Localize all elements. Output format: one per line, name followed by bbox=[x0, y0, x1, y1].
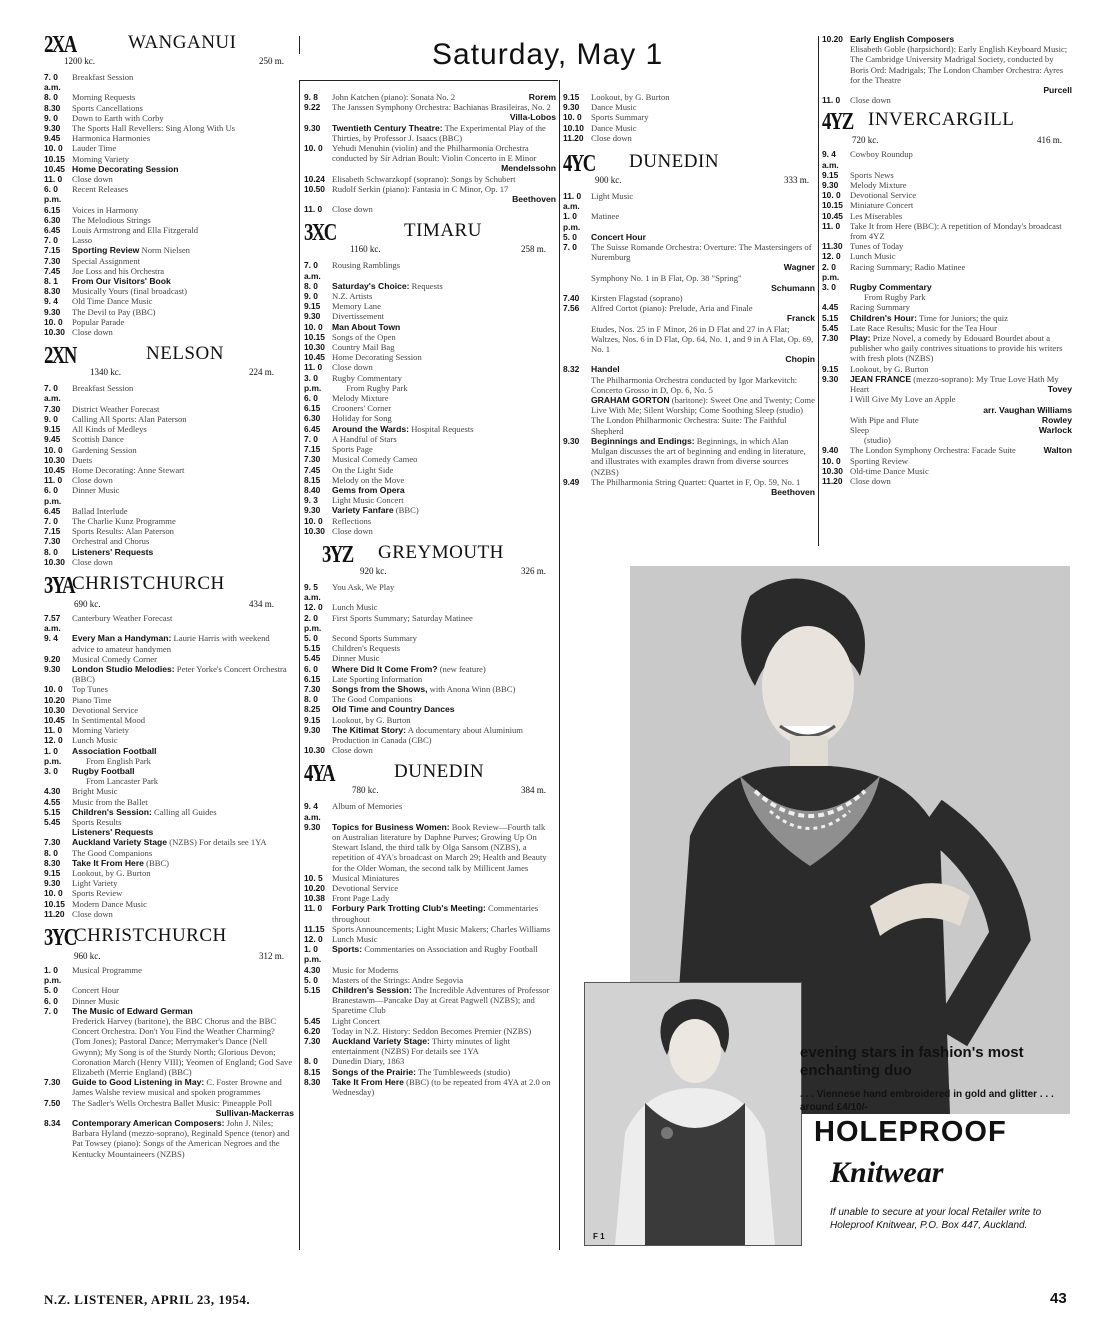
programme-entry: 1. 0 p.m. Musical Programme bbox=[44, 965, 142, 986]
programme-entry: 9.45 Harmonica Harmonies bbox=[44, 133, 151, 144]
programme-entry: 4.45 Racing Summary bbox=[822, 302, 910, 313]
station-header-3yz bbox=[304, 541, 556, 578]
station-wavelength: 384 m. bbox=[520, 785, 546, 796]
programme-entry: 9. 4 Every Man a Handyman: Laurie Harris with weekend advice to amateur handymen bbox=[44, 633, 270, 654]
station-frequency: 960 kc. bbox=[74, 951, 101, 962]
programme-entry: 8.30 Sports Cancellations bbox=[44, 102, 143, 113]
station-code: 3YC bbox=[44, 925, 76, 952]
programme-entry: 10. 0 Top Tunes bbox=[44, 684, 108, 695]
programme-entry: 12. 0 Lunch Music bbox=[822, 251, 896, 262]
page-number: 43 bbox=[1050, 1290, 1067, 1307]
column-b bbox=[304, 92, 556, 1097]
programme-entry: 8. 1 From Our Visitors' Book bbox=[44, 276, 171, 287]
programme-entry: 7.30 Orchestral and Chorus bbox=[44, 536, 150, 547]
programme-entry: 10.30 Country Mail Bag bbox=[304, 342, 395, 353]
programme-entry: 11. 0 Close down bbox=[822, 95, 891, 106]
station-city: NELSON bbox=[146, 343, 224, 365]
column-rule bbox=[559, 80, 560, 1250]
ad-tagline: evening stars in fashion's most enchanting duo bbox=[800, 1044, 1024, 1079]
programme-entry: 5.15 Children's Session: Calling all Guides bbox=[44, 806, 217, 817]
station-header-3xc bbox=[304, 220, 556, 256]
station-code: 3XC bbox=[304, 220, 336, 247]
station-code: 2XN bbox=[44, 343, 76, 370]
programme-entry: 11.20 Close down bbox=[44, 908, 113, 919]
page-title: Saturday, May 1 bbox=[432, 38, 664, 71]
programme-entry: 5. 0 Concert Hour bbox=[563, 231, 646, 242]
programme-entry: 7. 0 The Charlie Kunz Programme bbox=[44, 515, 176, 526]
programme-entry: 6. 0 Melody Mixture bbox=[304, 393, 389, 404]
programme-entry: 6.45 Louis Armstrong and Ella Fitzgerald bbox=[44, 225, 199, 236]
programme-entry: 9.30 Light Variety bbox=[44, 878, 118, 889]
station-code: 3YZ bbox=[322, 541, 353, 568]
programme-entry: 11. 0 Close down bbox=[44, 174, 113, 185]
station-header-4yz bbox=[822, 109, 1072, 146]
programme-entry: 9.40 The London Symphony Orchestra: Facade Suite Walton bbox=[822, 445, 1072, 456]
programme-entry: 10.45 Home Decorating Session bbox=[44, 163, 179, 174]
programme-entry: 9.15 All Kinds of Medleys bbox=[44, 424, 147, 435]
station-header-2xa bbox=[44, 32, 294, 68]
column-d bbox=[822, 34, 1072, 486]
programme-entry: 11. 0 Morning Variety bbox=[44, 725, 129, 736]
programme-entry: 2. 0 p.m. First Sports Summary; Saturday Matinee bbox=[304, 612, 473, 633]
programme-entry: 8. 0 Listeners' Requests bbox=[44, 546, 154, 557]
programme-entry: 10.10 Dance Music bbox=[563, 122, 637, 133]
programme-entry: 9. 8 John Katchen (piano): Sonata No. 2 Rorem bbox=[304, 92, 556, 102]
programme-entry: 7. 0 A Handful of Stars bbox=[304, 433, 397, 444]
programme-entry: 7.30 Auckland Variety Stage: Thirty minutes of light entertainment (NZBS) For details see 1YA bbox=[304, 1036, 510, 1057]
brand-name: HOLEPROOF bbox=[814, 1116, 1007, 1148]
programme-entry: 10. 0 Sports Review bbox=[44, 888, 123, 899]
programme-entry: 11.15 Sports Announcements; Light Music Makers; Charles Williams bbox=[304, 923, 551, 934]
holeproof-advertisement bbox=[593, 566, 1070, 1256]
brand-product-line: Knitwear bbox=[830, 1156, 944, 1189]
programme-entry: 11.30 Tunes of Today bbox=[822, 241, 904, 252]
programme-entry: 7.30 Auckland Variety Stage (NZBS) For details see 1YA bbox=[44, 837, 267, 848]
programme-entry: 6.30 The Melodious Strings bbox=[44, 214, 151, 225]
programme-entry: 5.15 Children's Session: The Incredible Adventures of Professor Branestawm—Pancake Day at Great Pagwell (NZBS); and Sparetime Club bbox=[304, 985, 550, 1016]
station-frequency: 690 kc. bbox=[74, 598, 101, 609]
programme-entry: 3. 0 Rugby Football From Lancaster Park bbox=[44, 765, 159, 787]
photo-mark: F 1 bbox=[593, 1232, 605, 1241]
programme-entry: 9.30 Variety Fanfare (BBC) bbox=[304, 505, 419, 516]
programme-entry: 6.15 Voices in Harmony bbox=[44, 204, 139, 215]
station-header-4ya bbox=[304, 761, 556, 797]
station-frequency: 720 kc. bbox=[852, 135, 879, 146]
station-frequency: 1160 kc. bbox=[350, 244, 381, 255]
programme-entry: 10. 0 Yehudi Menuhin (violin) and the Philharmonia Orchestra conducted by Sir Adrian Boult: Violin Concerto in E Minor Mendelssohn bbox=[304, 143, 556, 174]
programme-entry: 5.45 Dinner Music bbox=[304, 653, 380, 664]
programme-entry: 8.34 Contemporary American Composers: John J. Niles; Barbara Hyland (mezzo-soprano), Reginald Spence (tenor) and Pat Towsey (piano): Songs of the American Negroes and the Kentucky Mountaineers (NZBS) bbox=[44, 1118, 290, 1159]
station-wavelength: 250 m. bbox=[258, 56, 284, 66]
programme-entry: 6.15 Late Sporting Information bbox=[304, 673, 423, 684]
programme-entry: 6. 0 Where Did It Come From? (new feature) bbox=[304, 663, 486, 674]
station-header-4yc bbox=[563, 151, 815, 187]
programme-entry: 8. 0 Saturday's Choice: Requests bbox=[304, 280, 443, 291]
programme-entry: 9.30 London Studio Melodies: Peter Yorke's Concert Orchestra (BBC) bbox=[44, 663, 287, 685]
programme-entry: 7.30 Play: Prize Novel, a comedy by Edouard Bourdet about a publisher who gaily contrives situations to provide his writers with fresh plots (NZBS) bbox=[822, 333, 1063, 364]
programme-entry: 10. 5 Musical Miniatures bbox=[304, 872, 400, 883]
programme-entry: 4.30 Bright Music bbox=[44, 786, 118, 797]
programme-entry: 10. 0 Man About Town bbox=[304, 321, 401, 332]
programme-entry: 9.30 The Sports Hall Revellers: Sing Along With Us bbox=[44, 123, 236, 134]
programme-entry: 9.30 JEAN FRANCE (mezzo-soprano): My True Love Hath My Heart Tovey I Will Give My Love an Apple arr. Vaughan Williams With Pipe and Flute Rowley Sleep Warlock (studio) bbox=[822, 373, 1072, 446]
column-rule bbox=[299, 80, 300, 1250]
programme-entry: 6.45 Around the Wards: Hospital Requests bbox=[304, 423, 474, 434]
station-city: TIMARU bbox=[404, 220, 482, 242]
station-wavelength: 224 m. bbox=[248, 367, 274, 378]
programme-entry: 10. 0 Sporting Review bbox=[822, 455, 909, 466]
programme-entry: 10.45 Home Decorating: Anne Stewart bbox=[44, 464, 185, 475]
station-wavelength: 416 m. bbox=[1036, 135, 1062, 146]
station-city: GREYMOUTH bbox=[378, 541, 504, 563]
station-header-3ya bbox=[44, 572, 294, 609]
programme-entry: 1. 0 p.m. Association Football From English Park bbox=[44, 745, 157, 766]
programme-entry: 7.15 Sporting Review Norm Nielsen bbox=[44, 245, 190, 256]
programme-entry: 9. 4 a.m. Cowboy Roundup bbox=[822, 149, 913, 170]
programme-entry: 9.49 The Philharmonia String Quartet: Quartet in F, Op. 59, No. 1 Beethoven bbox=[563, 476, 815, 497]
programme-entry: 5.45 Late Race Results; Music for the Tea Hour bbox=[822, 322, 997, 333]
programme-entry: 9.30 The Kitimat Story: A documentary about Aluminium Production in Canada (CBC) bbox=[304, 724, 523, 745]
programme-entry: 7.30 Special Assignment bbox=[44, 255, 141, 266]
programme-entry: 1. 0 p.m. Sports: Commentaries on Association and Rugby Football bbox=[304, 944, 538, 965]
programme-entry: Listeners' Requests bbox=[72, 827, 154, 838]
programme-entry: 6.15 Crooners' Corner bbox=[304, 403, 392, 414]
programme-entry: 9. 3 Light Music Concert bbox=[304, 495, 404, 506]
station-code: 3YA bbox=[44, 572, 75, 599]
station-header-3yc bbox=[44, 925, 294, 962]
programme-entry: 9.15 Lookout, by G. Burton bbox=[44, 868, 151, 879]
programme-entry: 7. 0 a.m. Breakfast Session bbox=[44, 383, 134, 404]
programme-entry: 7.30 Musical Comedy Cameo bbox=[304, 454, 418, 465]
programme-entry: 9. 0 Calling All Sports: Alan Paterson bbox=[44, 413, 187, 424]
programme-entry: 7. 0 The Music of Edward German Frederick Harvey (baritone), the BBC Chorus and the BBC Concert Orchestra. Don't You Find the Weather Charming? (Tom Jones); Pastoral Dance; Merrymaker's Dance (Nell Gwynn); My Song is of the Sturdy North; Glorious Devon; Coronation March (Henry VIII); Yeomen of England; God Save Elizabeth (Merrie England) (BBC) bbox=[44, 1005, 293, 1078]
station-frequency: 900 kc. bbox=[595, 175, 622, 186]
programme-entry: 6. 0 Dinner Music bbox=[44, 995, 120, 1006]
station-code: 2XA bbox=[44, 32, 76, 58]
programme-entry: 10.38 Front Page Lady bbox=[304, 893, 390, 904]
station-frequency: 1340 kc. bbox=[90, 367, 121, 378]
programme-entry: 7.15 Sports Page bbox=[304, 444, 373, 455]
programme-entry: 11.20 Close down bbox=[563, 132, 632, 143]
station-city: INVERCARGILL bbox=[868, 109, 1015, 131]
programme-entry: 10.50 Rudolf Serkin (piano): Fantasia in C Minor, Op. 17 Beethoven bbox=[304, 183, 556, 205]
station-code: 4YC bbox=[563, 151, 595, 178]
programme-entry: 10.20 Early English Composers Elisabeth Goble (harpsichord): Early English Keyboard Music; The Cambridge University Madrigal Society, conducted by Boris Ord: Madrigals; The London Chamber Orchestra: Ayres for the Theatre Purcell bbox=[822, 34, 1072, 96]
programme-entry: 10.45 Home Decorating Session bbox=[304, 352, 422, 363]
programme-entry: 6.45 Ballad Interlude bbox=[44, 505, 128, 516]
programme-entry: 7.56 Alfred Cortot (piano): Prelude, Aria and Finale Franck Etudes, Nos. 25 in F Minor, 26 in D Flat and 27 in A Flat; Waltzes, Nos. 6 in D Flat, Op. 64, No. 1, and 9 in A Flat, Op. 69, No. 1 Chopin bbox=[563, 303, 815, 365]
programme-entry: 10. 0 Gardening Session bbox=[44, 444, 137, 455]
programme-entry: 8. 0 Dunedin Diary, 1863 bbox=[304, 1056, 405, 1067]
programme-entry: 10.20 Piano Time bbox=[44, 694, 112, 705]
programme-entry: 10.30 Close down bbox=[304, 745, 373, 756]
programme-entry: 5. 0 Second Sports Summary bbox=[304, 632, 417, 643]
station-city: DUNEDIN bbox=[629, 151, 720, 173]
programme-entry: 9.30 Twentieth Century Theatre: The Experimental Play of the Thirties, by Professor J. Isaacs (BBC) bbox=[304, 122, 546, 143]
programme-entry: 5.15 Children's Requests bbox=[304, 643, 401, 654]
programme-entry: 5.45 Sports Results bbox=[44, 817, 122, 827]
programme-entry: 10.20 Devotional Service bbox=[304, 883, 399, 893]
programme-entry: 10. 0 Sports Summary bbox=[563, 112, 649, 123]
programme-entry: 9.30 Topics for Business Women: Book Review—Fourth talk on Australian literature by Daphne Purves; Growing Up On Stewart Island, the third talk by Olga Sansom (NZBS), a repetition of 4YA's broadcast on March 29; Health and Beauty for the Older Woman, the second talk by Millicent James bbox=[304, 821, 547, 873]
programme-entry: 10. 0 Devotional Service bbox=[822, 190, 917, 201]
programme-entry: 11. 0 Take It from Here (BBC): A repetition of Monday's broadcast from 4YZ bbox=[822, 220, 1062, 242]
programme-entry: 3. 0 Rugby Commentary From Rugby Park bbox=[822, 282, 932, 303]
programme-entry: 10.15 Miniature Concert bbox=[822, 200, 914, 211]
programme-entry: 7.50 The Sadler's Wells Orchestra Ballet Music: Pineapple Poll Sullivan-Mackerras bbox=[44, 1097, 294, 1118]
programme-entry: 7.30 Guide to Good Listening in May: C. Foster Browne and James Walshe review musical and spoken programmes bbox=[44, 1077, 282, 1098]
programme-entry: 7.30 Songs from the Shows, with Anona Winn (BBC) bbox=[304, 683, 516, 694]
programme-entry: 8.30 Take It From Here (BBC) (to be repeated from 4YA at 2.0 on Wednesday) bbox=[304, 1076, 551, 1098]
programme-entry: 5.45 Light Concert bbox=[304, 1015, 380, 1026]
programme-entry: 7.57 a.m. Canterbury Weather Forecast bbox=[44, 612, 173, 634]
station-city: CHRISTCHURCH bbox=[72, 572, 225, 594]
programme-entry: 6. 0 p.m. Dinner Music bbox=[44, 485, 120, 506]
station-wavelength: 312 m. bbox=[258, 951, 284, 962]
programme-entry: 6.20 Today in N.Z. History: Seddon Becomes Premier (NZBS) bbox=[304, 1025, 532, 1036]
column-a bbox=[44, 34, 294, 1159]
column-c bbox=[563, 92, 815, 497]
programme-entry: 10.30 Devotional Service bbox=[44, 704, 139, 715]
programme-entry: 11.20 Close down bbox=[822, 475, 891, 486]
programme-entry: 7. 0 a.m. Rousing Ramblings bbox=[304, 260, 401, 281]
programme-entry: 9.45 Scottish Dance bbox=[44, 434, 124, 445]
programme-entry: 5. 0 Masters of the Strings: Andre Segovia bbox=[304, 974, 464, 985]
programme-entry: 11. 0 Close down bbox=[44, 475, 113, 486]
programme-entry: 9. 5 a.m. You Ask, We Play bbox=[304, 581, 395, 603]
programme-entry: 10.30 Close down bbox=[304, 525, 373, 536]
programme-entry: 12. 0 Lunch Music bbox=[304, 934, 378, 945]
programme-entry: 10.15 Morning Variety bbox=[44, 153, 129, 164]
programme-entry: 9.30 Beginnings and Endings: Beginnings, in which Alan Mulgan discusses the art of beginning and ending in literature, and illustrates with examples drawn from diverse sources (NZBS) bbox=[563, 435, 806, 477]
programme-entry: 10.30 Duets bbox=[44, 454, 93, 465]
programme-entry: 6. 0 p.m. Recent Releases bbox=[44, 184, 129, 205]
programme-entry: 8. 0 The Good Companions bbox=[304, 694, 413, 705]
programme-entry: 10.45 Les Miserables bbox=[822, 210, 903, 221]
programme-entry: 5.15 Children's Hour: Time for Juniors; the quiz bbox=[822, 312, 1008, 323]
publication-footer: N.Z. LISTENER, APRIL 23, 1954. bbox=[44, 1292, 251, 1307]
programme-entry: 12. 0 Lunch Music bbox=[44, 735, 118, 746]
programme-entry: 9. 4 a.m. Album of Memories bbox=[304, 801, 403, 822]
programme-entry: 8.30 Musically Yours (final broadcast) bbox=[44, 286, 188, 297]
ad-retailer-note: If unable to secure at your local Retailer write to Holeproof Knitwear, P.O. Box 447, Auckland. bbox=[830, 1207, 1042, 1231]
programme-entry: 10. 0 Lauder Time bbox=[44, 143, 117, 154]
station-code: 4YZ bbox=[822, 109, 853, 136]
programme-entry: 10.30 Old-time Dance Music bbox=[822, 465, 929, 476]
programme-entry: 3. 0 p.m. Rugby Commentary From Rugby Park bbox=[304, 372, 408, 393]
programme-entry: 11. 0 Close down bbox=[304, 362, 373, 373]
station-city: CHRISTCHURCH bbox=[74, 925, 227, 947]
station-header-2xn bbox=[44, 343, 294, 379]
programme-entry: 10.45 In Sentimental Mood bbox=[44, 714, 146, 725]
programme-entry: 8.30 Take It From Here (BBC) bbox=[44, 857, 170, 868]
programme-entry: 7. 0 Lasso bbox=[44, 235, 93, 246]
programme-entry: 10.15 Songs of the Open bbox=[304, 331, 396, 342]
programme-entry: 7.40 Kirsten Flagstad (soprano) bbox=[563, 293, 683, 304]
programme-entry: 9.15 Sports News bbox=[822, 169, 894, 180]
programme-entry: 6.30 Holiday for Song bbox=[304, 413, 392, 424]
programme-entry: 7.45 Joe Loss and his Orchestra bbox=[44, 265, 165, 276]
programme-entry: 9.30 Dance Music bbox=[563, 102, 637, 113]
programme-entry: 9.30 Divertissement bbox=[304, 311, 385, 322]
programme-entry: 5. 0 Concert Hour bbox=[44, 985, 120, 996]
programme-entry: 8.15 Songs of the Prairie: The Tumbleweeds (studio) bbox=[304, 1066, 511, 1077]
programme-entry: 7.30 District Weather Forecast bbox=[44, 403, 160, 414]
programme-entry: 7.15 Sports Results: Alan Paterson bbox=[44, 526, 174, 537]
model-photo-small bbox=[584, 982, 802, 1246]
station-frequency: 1200 kc. bbox=[64, 56, 95, 66]
woman-with-bolero-illustration bbox=[585, 983, 801, 1245]
programme-entry: 11. 0 Close down bbox=[304, 204, 373, 215]
programme-entry: 2. 0 p.m. Racing Summary; Radio Matinee bbox=[822, 261, 966, 282]
station-frequency: 780 kc. bbox=[352, 785, 379, 796]
programme-entry: 7.45 On the Light Side bbox=[304, 464, 394, 475]
programme-entry: 9.30 Melody Mixture bbox=[822, 180, 907, 191]
programme-entry: 8.40 Gems from Opera bbox=[304, 484, 405, 495]
programme-entry: 7. 0 a.m. Breakfast Session bbox=[44, 72, 134, 93]
programme-entry: 9.22 The Janssen Symphony Orchestra: Bachianas Brasileiras, No. 2 Villa-Lobos bbox=[304, 102, 556, 123]
programme-entry: 9.15 Lookout, by G. Burton bbox=[304, 714, 411, 725]
station-frequency: 920 kc. bbox=[360, 565, 387, 576]
programme-entry: 8. 0 The Good Companions bbox=[44, 847, 153, 858]
station-code: 4YA bbox=[304, 761, 335, 788]
column-rule bbox=[299, 36, 300, 54]
station-city: WANGANUI bbox=[128, 32, 237, 53]
station-wavelength: 333 m. bbox=[783, 175, 809, 186]
programme-entry: 9.20 Musical Comedy Corner bbox=[44, 653, 157, 664]
programme-entry: 9. 4 Old Time Dance Music bbox=[44, 296, 153, 307]
station-wavelength: 434 m. bbox=[248, 598, 274, 609]
programme-entry: 9. 0 Down to Earth with Corby bbox=[44, 112, 164, 123]
column-rule bbox=[818, 36, 819, 546]
station-wavelength: 258 m. bbox=[520, 244, 546, 255]
programme-entry: 7. 0 The Suisse Romande Orchestra: Overture: The Mastersingers of Nuremburg Wagner Symphony No. 1 in B Flat, Op. 38 "Spring" Schumann bbox=[563, 242, 815, 293]
station-city: DUNEDIN bbox=[394, 761, 485, 783]
programme-entry: 8.32 Handel The Philharmonia Orchestra conducted by Igor Markevitch: Concerto Grosso in D, Op. 6, No. 5 GRAHAM GORTON (baritone): Sweet One and Twenty; Come Live With Me; Silent Worship; Come Soothing Sleep (studio) The London Philharmonic Orchestra: Suite: The Faithful Shepherd bbox=[563, 364, 815, 436]
programme-entry: 4.55 Music from the Ballet bbox=[44, 796, 148, 807]
programme-entry: 10. 0 Reflections bbox=[304, 515, 372, 526]
programme-entry: 12. 0 Lunch Music bbox=[304, 602, 378, 613]
programme-entry: 10.24 Elisabeth Schwarzkopf (soprano): Songs by Schubert bbox=[304, 173, 516, 184]
programme-entry: 11. 0 Forbury Park Trotting Club's Meeting: Commentaries throughout bbox=[304, 903, 539, 924]
programme-entry: 8.25 Old Time and Country Dances bbox=[304, 704, 455, 715]
programme-entry: 4.30 Music for Moderns bbox=[304, 964, 399, 975]
column-rule bbox=[300, 80, 558, 81]
programme-entry: 1. 0 p.m. Matinee bbox=[563, 211, 620, 232]
programme-entry: 9.15 Lookout, by G. Burton bbox=[822, 363, 929, 374]
programme-entry: 10.30 Close down bbox=[44, 327, 113, 338]
programme-entry: 10. 0 Popular Parade bbox=[44, 316, 125, 327]
programme-entry: 9. 0 N.Z. Artists bbox=[304, 291, 373, 302]
programme-entry: 11. 0 a.m. Light Music bbox=[563, 191, 634, 212]
programme-entry: 8. 0 Morning Requests bbox=[44, 92, 136, 103]
programme-entry: 10.30 Close down bbox=[44, 556, 113, 567]
programme-entry: 9.15 Memory Lane bbox=[304, 301, 381, 312]
programme-entry: 8.15 Melody on the Move bbox=[304, 474, 405, 485]
programme-entry: 9.30 The Devil to Pay (BBC) bbox=[44, 306, 156, 317]
ad-body-text: . . . Viennese hand embroidered in gold and glitter . . . around £4/10/- bbox=[800, 1089, 1054, 1113]
programme-entry: 9.15 Lookout, by G. Burton bbox=[563, 92, 670, 102]
station-wavelength: 326 m. bbox=[520, 565, 546, 576]
programme-entry: 10.15 Modern Dance Music bbox=[44, 898, 147, 909]
